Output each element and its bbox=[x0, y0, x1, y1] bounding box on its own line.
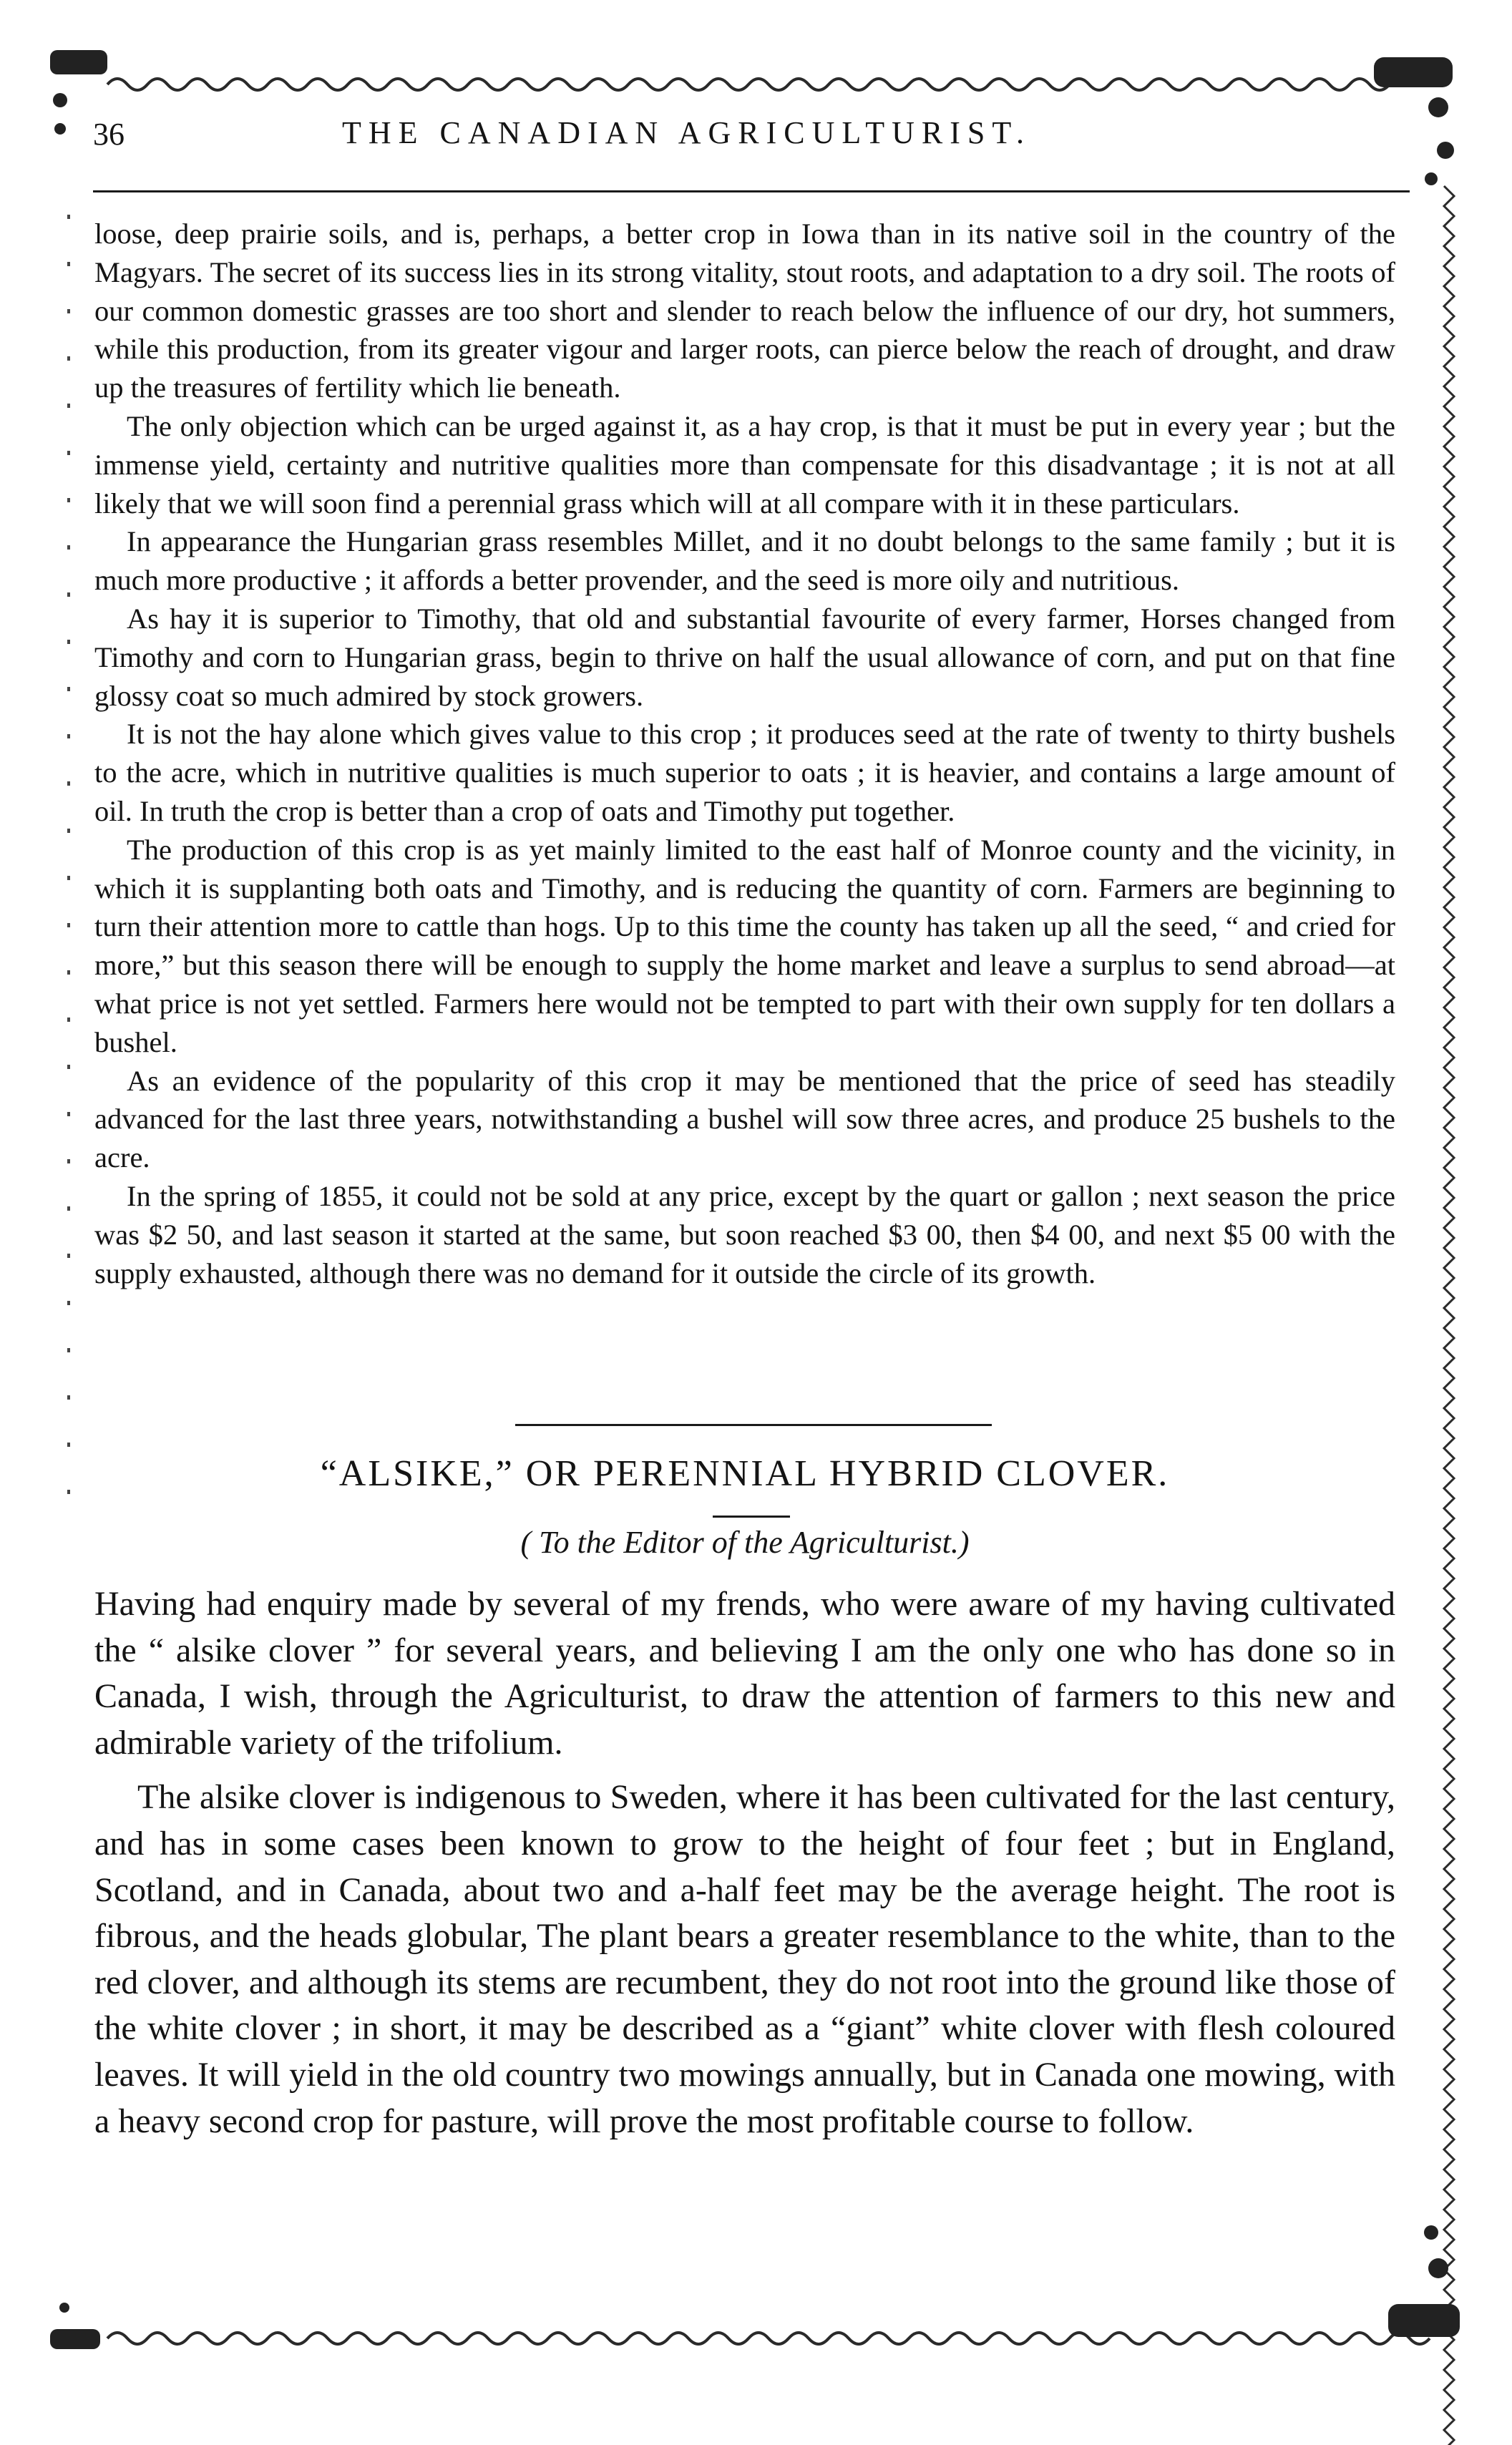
paragraph: It is not the hay alone which gives value to this crop ; it produces seed at the rate of twenty to thirty bushels to the acre, which in nutritive qualities is much superior to oats ; it is heavier, and contains a large amount of oil. In truth the crop is better than a crop of oats and Timothy put together. bbox=[94, 718, 1395, 827]
paragraph: loose, deep prairie soils, and is, perhaps, a better crop in Iowa than in its native soil in the country of the Magyars. The secret of its success lies in its strong vitality, stout roots, and adaptation to a dry soil. The roots of our common domestic grasses are too short and slender to reach below the influence of our dry, hot summers, while this production, from its greater vigour and larger roots, can pierce below the reach of drought, and draw up the treasures of fertility which lie beneath. bbox=[94, 218, 1395, 404]
page-header bbox=[84, 109, 1415, 166]
paragraph: The alsike clover is indigenous to Sweden, where it has been cultivated for the last century, and has in some cases been known to grow to the height of four feet ; but in England, Scotland, and in Canada, about two and a-half feet may be the average height. The root is fibrous, and the heads globular, The plant bears a greater resemblance to the white, than to the red clover, and although its stems are recumbent, they do not root into the ground like those of the white clover ; in short, it may be described as a “giant” white clover with flesh coloured leaves. It will yield in the old country two mowings annually, but in Canada one mowing, with a heavy second crop for pasture, will prove the most profitable course to follow. bbox=[94, 1778, 1395, 2140]
paragraph: The production of this crop is as yet mainly limited to the east half of Monroe county and the vicinity, in which it is supplanting both oats and Timothy, and is reducing the quantity of corn. Farmers are beginning to turn their attention more to cattle than hogs. Up to this time the county has taken up all the seed, “ and cried for more,” but this season there will be enough to supply the home market and leave a surplus to send abroad—at what price is not yet settled. Farmers here would not be tempted to part with their own supply for ten dollars a bushel. bbox=[94, 833, 1395, 1058]
section-separator bbox=[515, 1424, 992, 1426]
running-head: THE CANADIAN AGRICULTURIST. bbox=[342, 115, 1031, 150]
bottom-left-ornament bbox=[50, 2303, 100, 2349]
paragraph: As hay it is superior to Timothy, that old and substantial favourite of every farmer, Horses changed from Timothy and corn to Hungarian grass, begin to thrive on half the usual allowance of corn, and put on that fine glossy coat so much admired by stock growers. bbox=[94, 602, 1395, 712]
paragraph: As an evidence of the popularity of this crop it may be mentioned that the price of seed has steadily advanced for the last three years, notwithstanding a bushel will sow three acres, and produce 25 bushels to the acre. bbox=[94, 1064, 1395, 1174]
alsike-clover-article bbox=[94, 1581, 1395, 2144]
article-title: “ALSIKE,” OR PERENNIAL HYBRID CLOVER. bbox=[320, 1453, 1170, 1494]
bottom-border-wave bbox=[107, 2333, 1430, 2344]
paragraph: In the spring of 1855, it could not be sold at any price, except by the quart or gallon ; next season the price was $2 50, and last season it started at the same, but soon reached $3 00, then $4 00, and next $5 00 with the supply exhausted, although there was no demand for it outside the circle of its growth. bbox=[94, 1179, 1395, 1289]
article-byline: ( To the Editor of the Agriculturist.) bbox=[520, 1525, 970, 1560]
paragraph: In appearance the Hungarian grass resembles Millet, and it no doubt belongs to the same family ; but it is much more productive ; it affords a better provender, and the seed is more oily and nutritious. bbox=[94, 525, 1395, 597]
page-number: 36 bbox=[93, 117, 125, 152]
hungarian-grass-article bbox=[94, 215, 1395, 1292]
bottom-right-ornament bbox=[1388, 2225, 1460, 2337]
paragraph: The only objection which can be urged against it, as a hay crop, is that it must be put in every year ; but the immense yield, certainty and nutritive qualities more than compensate for this disadvantage ; it is not at all likely that we will soon find a perennial grass which will at all compare with it in these particulars. bbox=[94, 409, 1395, 519]
title-rule bbox=[713, 1516, 790, 1518]
right-border-zigzag bbox=[1444, 186, 1454, 2445]
header-rule bbox=[93, 190, 1410, 192]
paragraph: Having had enquiry made by several of my frends, who were aware of my having cultivated the “ alsike clover ” for several years, and believing I am the only one who has done so in Canada, I wish, through the Agriculturist, to draw the attention of farmers to this new and admirable variety of the trifolium. bbox=[94, 1585, 1395, 1762]
top-border-wave bbox=[107, 79, 1390, 90]
